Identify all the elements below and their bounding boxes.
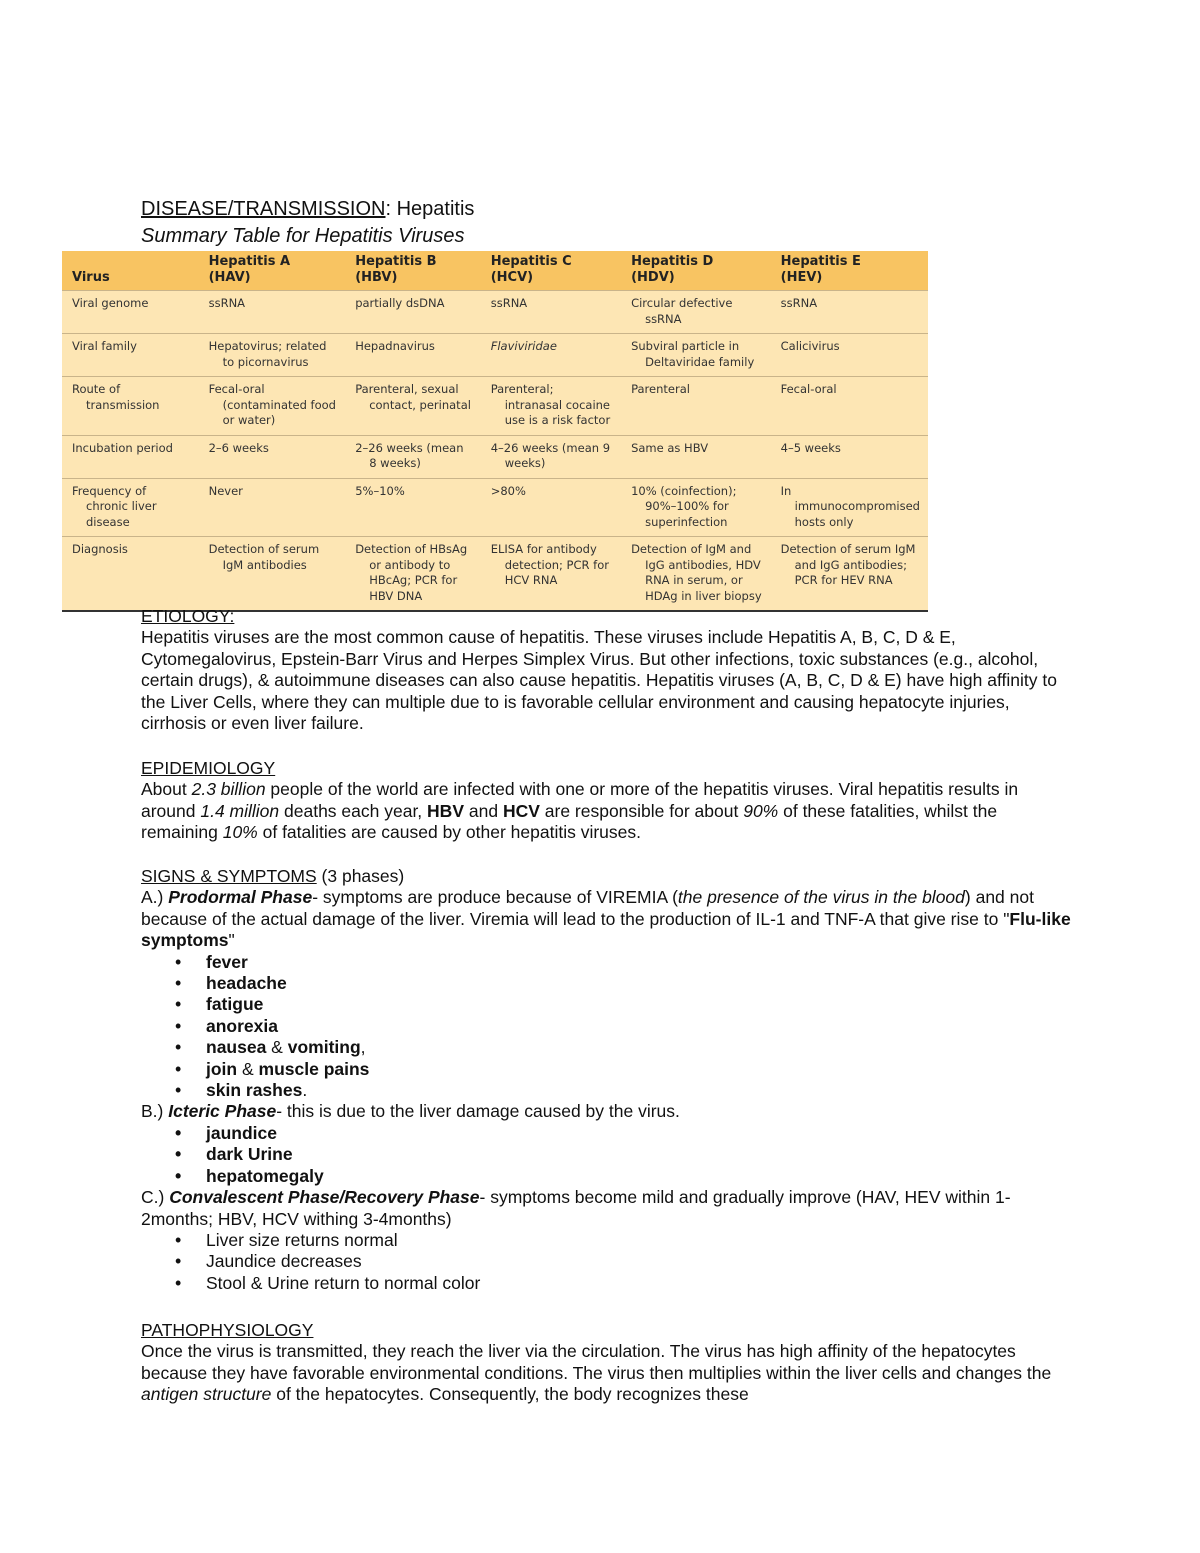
pathophysiology-section (141, 1320, 1071, 1406)
list-item: • anorexia (175, 1016, 1071, 1037)
list-item: • fatigue (175, 994, 1071, 1015)
table-cell: Circular defective ssRNA (621, 291, 771, 334)
pathophysiology-text: Once the virus is transmitted, they reach the liver via the circulation. The virus has high affinity of the hepatocytes because they have favorable environmental conditions. The virus then multiplies within the liver cells and changes the antigen structure of the hepatocytes. Consequently, the body recognizes these (141, 1341, 1052, 1405)
table-caption: Summary Table for Hepatitis Viruses (141, 225, 465, 247)
epidemiology-section (141, 758, 1071, 844)
table-row (62, 537, 928, 612)
table-cell: Hepadnavirus (345, 334, 481, 377)
icteric-phase-text: B.) Icteric Phase- this is due to the liver damage caused by the virus. (141, 1101, 680, 1122)
list-item: • hepatomegaly (175, 1166, 1071, 1187)
list-item: • jaundice (175, 1123, 1071, 1144)
table-cell: Flaviviridae (481, 334, 621, 377)
table-cell: Parenteral, sexual contact, perinatal (345, 377, 481, 436)
table-cell: Never (199, 478, 346, 537)
table-cell: Same as HBV (621, 435, 771, 478)
table-row (62, 291, 928, 334)
table-cell: Detection of IgM and IgG antibodies, HDV RNA in serum, or HDAg in liver biopsy (621, 537, 771, 612)
convalescent-phase-text: C.) Convalescent Phase/Recovery Phase- symptoms become mild and gradually improve (HAV, HEV within 1-2months; HBV, HCV withing 3-4months) (141, 1187, 1011, 1229)
table-cell: Fecal-oral (contaminated food or water) (199, 377, 346, 436)
column-header: Virus (62, 251, 199, 291)
table-cell: 4–26 weeks (mean 9 weeks) (481, 435, 621, 478)
table-cell: ssRNA (771, 291, 928, 334)
table-cell: Parenteral (621, 377, 771, 436)
table-cell: Route of transmission (62, 377, 199, 436)
epidemiology-title: EPIDEMIOLOGY (141, 758, 276, 778)
table-cell: 2–26 weeks (mean 8 weeks) (345, 435, 481, 478)
signs-title: SIGNS & SYMPTOMS (3 phases) (141, 866, 405, 886)
list-item: • nausea & vomiting, (175, 1037, 1071, 1058)
list-item: • skin rashes. (175, 1080, 1071, 1101)
etiology-section (141, 606, 1071, 734)
hepatitis-summary-table (62, 251, 928, 612)
table-cell: Subviral particle in Deltaviridae family (621, 334, 771, 377)
table-row (62, 478, 928, 537)
table-row (62, 377, 928, 436)
list-item: • fever (175, 952, 1071, 973)
table-cell: ssRNA (481, 291, 621, 334)
table-cell: Detection of HBsAg or antibody to HBcAg; PCR for HBV DNA (345, 537, 481, 612)
table-cell: ELISA for antibody detection; PCR for HCV RNA (481, 537, 621, 612)
list-item: • headache (175, 973, 1071, 994)
table-cell: ssRNA (199, 291, 346, 334)
list-item: • join & muscle pains (175, 1059, 1071, 1080)
table-row (62, 435, 928, 478)
table-row (62, 334, 928, 377)
epidemiology-text: About 2.3 billion people of the world are infected with one or more of the hepatitis viruses. Viral hepatitis results in around 1.4 million deaths each year, HBV and HCV are responsible for about 90% of these fatalities, whilst the remaining 10% of fatalities are caused by other hepatitis viruses. (141, 779, 1019, 843)
table-cell: Hepatovirus; related to picornavirus (199, 334, 346, 377)
page-title-rest: : Hepatitis (385, 198, 475, 220)
list-item: • Stool & Urine return to normal color (175, 1273, 1071, 1294)
table-cell: Frequency of chronic liver disease (62, 478, 199, 537)
table-cell: Detection of serum IgM antibodies (199, 537, 346, 612)
prodormal-symptom-list (141, 952, 1071, 1102)
list-item: • dark Urine (175, 1144, 1071, 1165)
table-cell: Fecal-oral (771, 377, 928, 436)
column-header: Hepatitis C (HCV) (481, 251, 621, 291)
list-item: • Liver size returns normal (175, 1230, 1071, 1251)
icteric-symptom-list (141, 1123, 1071, 1187)
table-cell: Incubation period (62, 435, 199, 478)
column-header: Hepatitis A (HAV) (199, 251, 346, 291)
etiology-text: Hepatitis viruses are the most common cause of hepatitis. These viruses include Hepatitis A, B, C, D & E, Cytomegalovirus, Epstein-Barr Virus and Herpes Simplex Virus. But other infections, toxic substances (e.g., alcohol, certain drugs), & autoimmune diseases can also cause hepatitis. Hepatitis viruses (A, B, C, D & E) have high affinity to the Liver Cells, where they can multiple due to is favorable cellular environment and causing hepatocyte injuries, cirrhosis or even liver failure. (141, 627, 1057, 734)
pathophysiology-title: PATHOPHYSIOLOGY (141, 1320, 314, 1340)
table-cell: Calicivirus (771, 334, 928, 377)
table-cell: Viral genome (62, 291, 199, 334)
prodormal-phase-text: A.) Prodormal Phase- symptoms are produce because of VIREMIA (the presence of the virus in the blood) and not because of the actual damage of the liver. Viremia will lead to the production of IL-1 and TNF-A that give rise to "Flu-like symptoms" (141, 887, 1071, 951)
column-header: Hepatitis B (HBV) (345, 251, 481, 291)
table-cell: 2–6 weeks (199, 435, 346, 478)
table-cell: In immunocompromised hosts only (771, 478, 928, 537)
page-title-underlined: DISEASE/TRANSMISSION (141, 198, 386, 220)
table-cell: Viral family (62, 334, 199, 377)
table-cell: partially dsDNA (345, 291, 481, 334)
convalescent-list (141, 1230, 1071, 1294)
signs-symptoms-section (141, 866, 1071, 1294)
table-cell: Detection of serum IgM and IgG antibodies; PCR for HEV RNA (771, 537, 928, 612)
table-cell: Diagnosis (62, 537, 199, 612)
table-cell: >80% (481, 478, 621, 537)
table-cell: Parenteral; intranasal cocaine use is a risk factor (481, 377, 621, 436)
document-header (141, 196, 1071, 249)
etiology-title: ETIOLOGY: (141, 606, 235, 626)
table-cell: 4–5 weeks (771, 435, 928, 478)
table-cell: 5%–10% (345, 478, 481, 537)
list-item: • Jaundice decreases (175, 1251, 1071, 1272)
column-header: Hepatitis E (HEV) (771, 251, 928, 291)
table-header-row (62, 251, 928, 291)
page-title (141, 196, 1071, 223)
table-cell: 10% (coinfection); 90%–100% for superinfection (621, 478, 771, 537)
column-header: Hepatitis D (HDV) (621, 251, 771, 291)
